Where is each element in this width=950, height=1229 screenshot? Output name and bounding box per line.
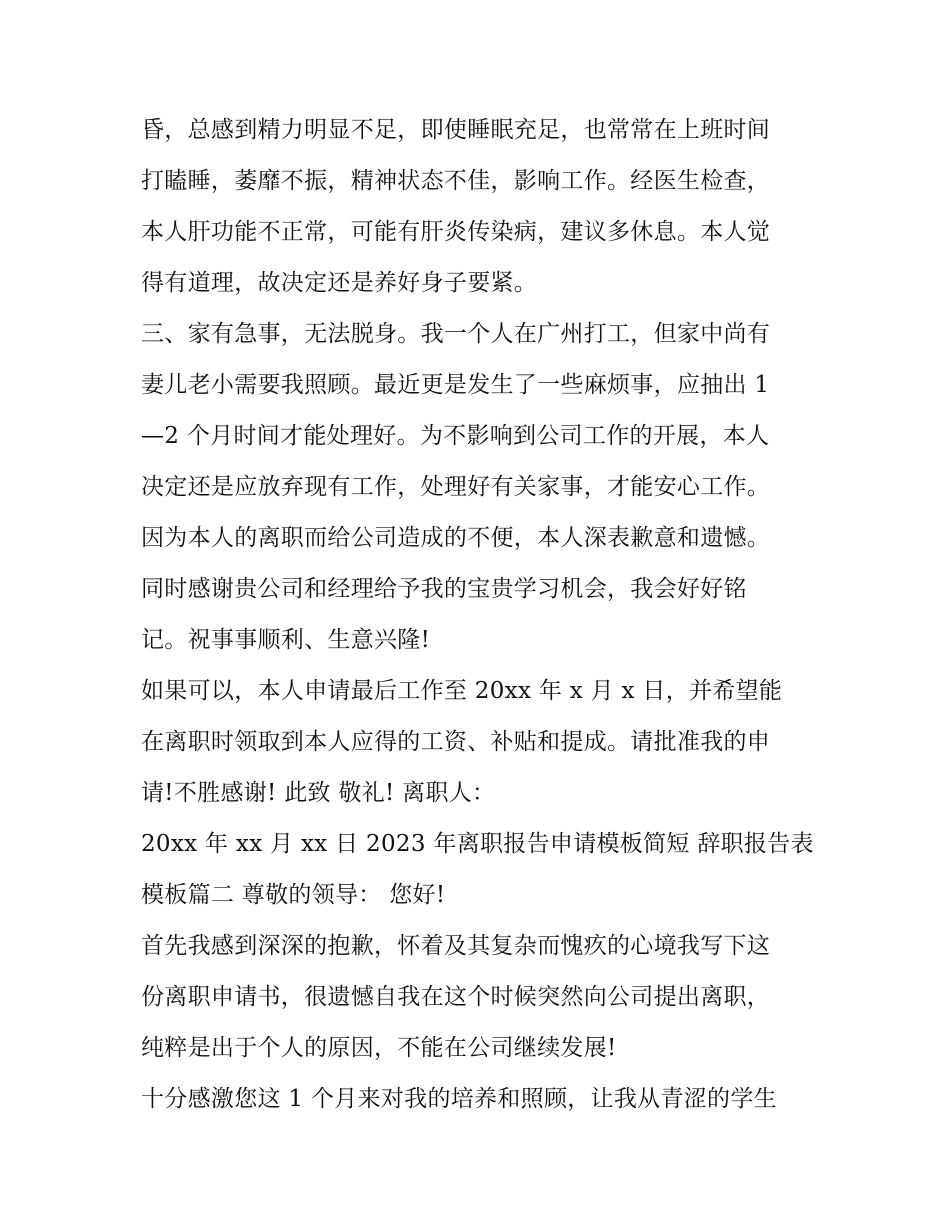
text-line: 模板篇二 尊敬的领导： 您好!	[141, 882, 446, 908]
text-line: 同时感谢贵公司和经理给予我的宝贵学习机会，我会好好铭	[141, 576, 747, 602]
text-line: 得有道理，故决定还是养好身子要紧。	[141, 270, 538, 296]
text-line: 本人肝功能不正常，可能有肝炎传染病，建议多休息。本人觉	[141, 219, 771, 245]
text-line: 份离职申请书，很遗憾自我在这个时候突然向公司提出离职，	[141, 984, 771, 1010]
text-line: 如果可以，本人申请最后工作至 20xx 年 x 月 x 日，并希望能	[141, 678, 783, 704]
text-line: 纯粹是出于个人的原因，不能在公司继续发展!	[141, 1035, 617, 1061]
text-line: 20xx 年 xx 月 xx 日 2023 年离职报告申请模板简短 辞职报告表	[141, 831, 814, 857]
text-line: 妻儿老小需要我照顾。最近更是发生了一些麻烦事，应抽出 1	[141, 372, 770, 398]
text-line: 请!不胜感谢! 此致 敬礼! 离职人：	[141, 780, 496, 806]
text-line: 因为本人的离职而给公司造成的不便，本人深表歉意和遗憾。	[141, 525, 771, 551]
text-line: —2 个月时间才能处理好。为不影响到公司工作的开展，本人	[141, 423, 770, 449]
text-line: 记。祝事事顺利、生意兴隆!	[141, 627, 431, 653]
text-line: 十分感激您这 1 个月来对我的培养和照顾，让我从青涩的学生	[141, 1086, 777, 1112]
text-line: 打瞌睡，萎靡不振，精神状态不佳，影响工作。经医生检查，	[141, 168, 771, 194]
text-line: 决定还是应放弃现有工作，处理好有关家事，才能安心工作。	[141, 474, 771, 500]
text-line: 首先我感到深深的抱歉，怀着及其复杂而愧疚的心境我写下这	[141, 933, 771, 959]
text-line: 昏，总感到精力明显不足，即使睡眠充足，也常常在上班时间	[141, 117, 771, 143]
text-line: 在离职时领取到本人应得的工资、补贴和提成。请批准我的申	[141, 729, 771, 755]
text-line: 三、家有急事，无法脱身。我一个人在广州打工，但家中尚有	[141, 321, 771, 347]
